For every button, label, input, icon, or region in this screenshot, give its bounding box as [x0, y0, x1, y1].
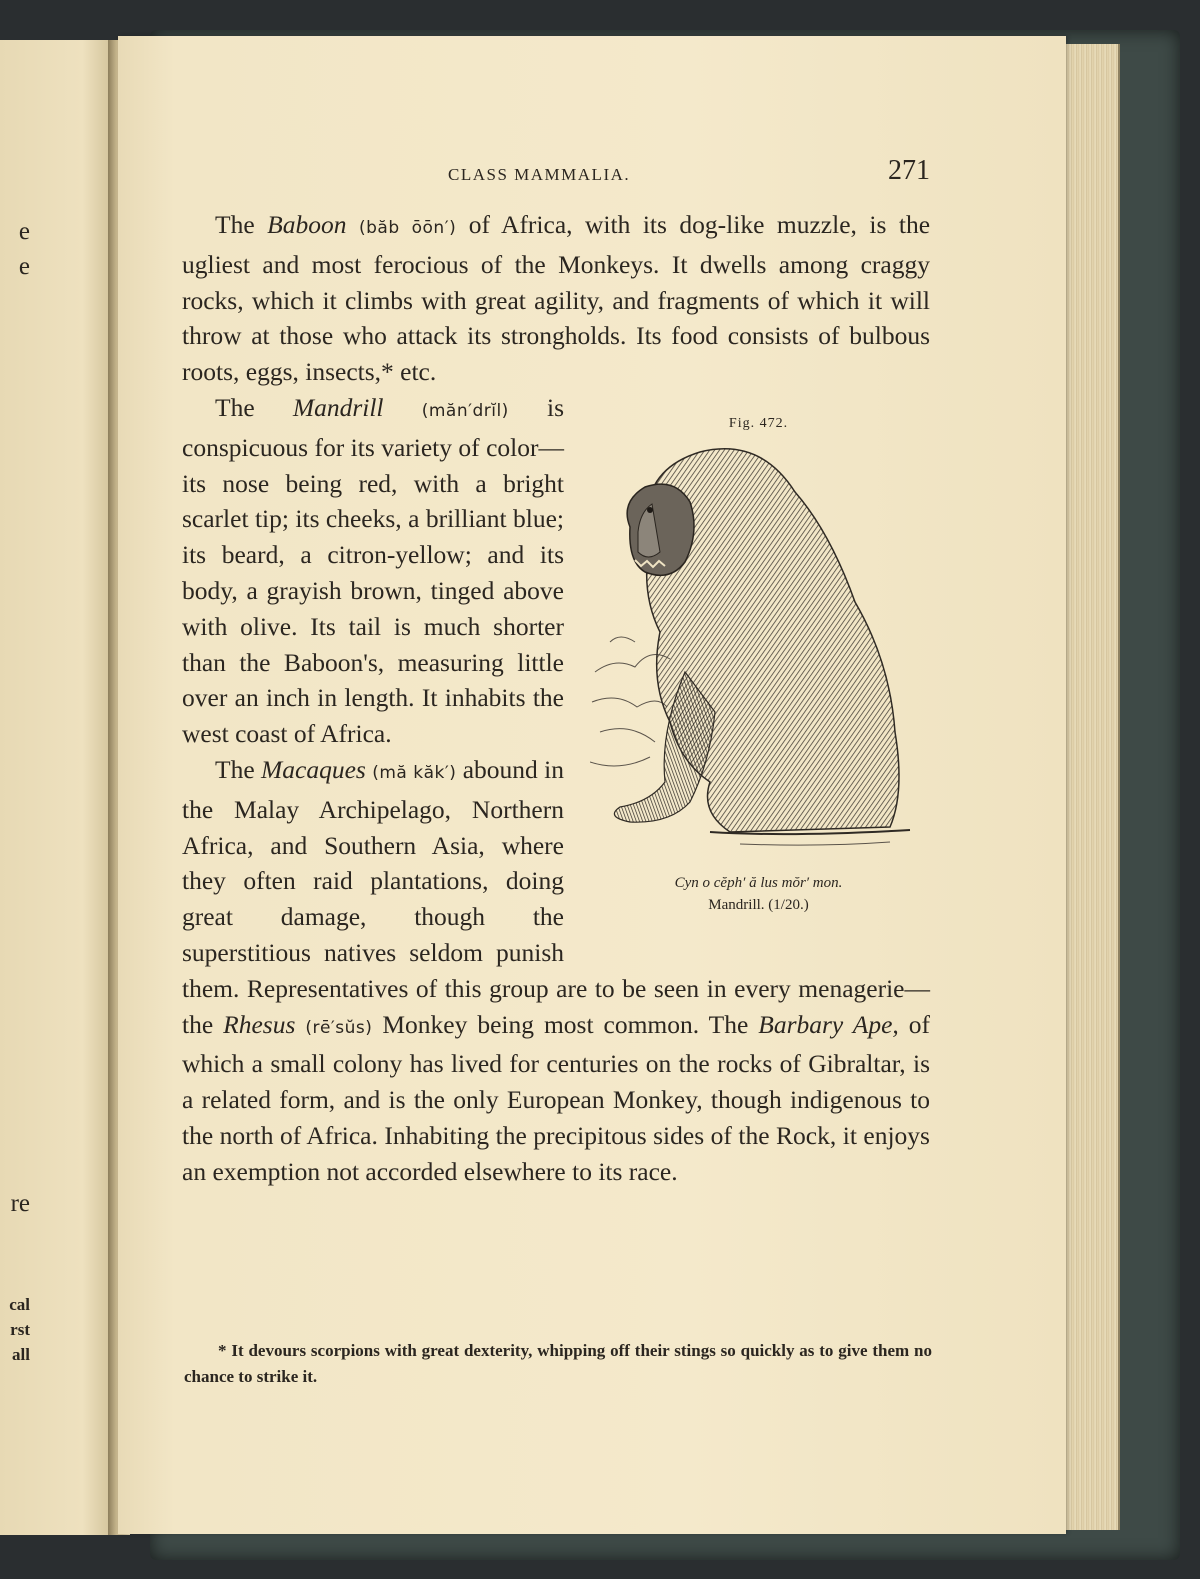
page-edges [1062, 44, 1120, 1530]
left-page-fragment: e [18, 253, 30, 280]
header-title: CLASS MAMMALIA. [448, 165, 631, 184]
figure-mandrill [582, 396, 942, 961]
running-header [176, 157, 930, 197]
pronunciation: (rē′sŭs) [305, 1017, 373, 1038]
paragraph-baboon: The Baboon (băb ōōn′) of Africa, with its dog-like muzzle, is the ugliest and most ferocious of the Monkeys. It dwells among craggy rocks, which it climbs with great agility, and fragments of which it will throw at those who attack its strongholds. Its food consists of bulbous roots, eggs, insects,* etc. [182, 210, 931, 387]
term-barbary-ape: Barbary Ape, [758, 1009, 899, 1039]
pronunciation: (măn′drĭl) [421, 400, 509, 421]
left-page-fragment: rst [10, 1320, 30, 1339]
page-number: 271 [888, 155, 930, 186]
pronunciation: (băb ōōn′) [358, 218, 457, 238]
left-page [0, 40, 118, 1535]
figure-caption-common: Mandrill. (1/20.) [708, 896, 809, 913]
left-page-fragment: e [18, 218, 30, 245]
pronunciation: (mă kăk′) [372, 762, 457, 783]
paragraph-mandrill: The Mandrill (măn′drĭl) Fig. 472. Cyn o cĕph′ ă lus mŏr′ mon. Mandrill. (1/20.) is conspicuous for its variety of color—its nose being red, with a bright scarlet tip; its cheeks, a brilliant blue; its beard, a citron-yellow; and its body, a grayish brown, tinged above with olive. Its tail is much shorter than the Baboon's, measuring little over an inch in length. It inhabits the west coast of Africa. [182, 390, 930, 752]
term-mandrill: Mandrill [292, 392, 384, 422]
mandrill-illustration [590, 432, 920, 852]
left-page-fragment: all [12, 1345, 30, 1364]
footnote: * It devours scorpions with great dexterity, whipping off their stings so quickly as to give them no chance to strike it. [184, 1341, 932, 1386]
body-text [182, 207, 930, 1190]
term-baboon: Baboon [267, 210, 347, 239]
term-rhesus: Rhesus [223, 1009, 296, 1039]
figure-caption-latin: Cyn o cĕph′ ă lus mŏr′ mon. [674, 874, 843, 891]
left-page-fragment: cal [9, 1295, 30, 1314]
left-page-fragment: re [10, 1190, 30, 1217]
figure-label: Fig. 472. [728, 415, 789, 431]
term-macaques: Macaques [261, 754, 366, 784]
paragraph-macaques: The Macaques (mă kăk′) abound in the Malay Archipelago, Northern Africa, and Southern Asia, where they often raid plantations, doing great damage, though the superstitious natives seldom punish them. Representatives of this group are to be seen in every menagerie—the Rhesus (rē′sŭs) Monkey being most common. The Barbary Ape, of which a small colony has lived for centuries on the rocks of Gibraltar, is a related form, and is the only European Monkey, though indigenous to the north of Africa. Inhabiting the precipitous sides of the Rock, it enjoys an exemption not accorded elsewhere to its race. [182, 754, 930, 1186]
